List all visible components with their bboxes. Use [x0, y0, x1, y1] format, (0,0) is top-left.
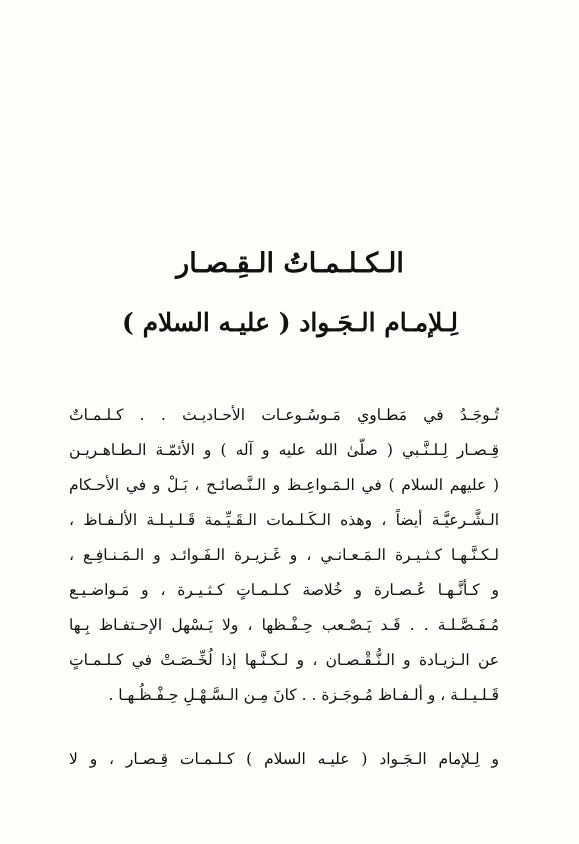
paragraph-line: و كـأنَّـهـا عُـصـارة و خُلاصة كـلـمـاتٍ كـثـيـرة ، و مَـواضـيـع	[69, 581, 499, 599]
paragraph-line: قِـصـار لِـلـنَّـبي ( صلّىٰ الله عليه و آله ) و الأئمّـة الـطـاهـريـن	[69, 441, 499, 459]
paragraph-line: عن الـزيـادة و الـنُّـقْـصـان ، و لـكـنَّـها إذا لُخِّـصَـتْ في كـلـمـاتٍ	[69, 651, 499, 669]
paragraph-line: الـشَّـرعيَّـة أيضاً ، وهذه الـكَـلـمات الـقَـيِّـمة قَـلـيـلـة الألـفـاظ ،	[69, 511, 499, 529]
paragraph-line: قَـلـيـلـة ، و ألـفـاظ مُـوجَـزة . . كانَ مِـن الـسَّـهْـلِ حِـفْـظُـهـا .	[108, 686, 499, 704]
page-subtitle: لِـلإمـام الـجَـواد ( عليـه السلام )	[122, 308, 458, 337]
second-paragraph-line: و لِـلإمام الـجَـواد ( عليـه السلام ) كـلـمـات قِـصـار ، و لا	[69, 750, 499, 768]
body-paragraph	[69, 398, 499, 713]
paragraph-line: مُـفَـصَّـلـة . . قَـد يَـصْـعب حِـفْـظها ، ولا يَـسْهل الإحـتفـاظ بِـها	[69, 616, 499, 634]
paragraph-line: ( عليهم السلام ) في الـمَـواعِـظ و الـنَّـصائـح ، بَـلْ و في الأحـكام	[69, 476, 499, 494]
paragraph-line: تُـوجَـدُ في مَطـاوي مَـوسُـوعـات الأحـاديـث . . كـلـمـاتٌ	[69, 406, 499, 424]
page-title: الـكـلـمـاتُ الـقِـصـار	[176, 248, 404, 279]
paragraph-line: لـكـنَّـهـا كـثـيـرة الـمَـعـانـي ، و غَـزيـرة الـفَـوائـد و الـمَـنـافِـع ،	[69, 546, 499, 564]
